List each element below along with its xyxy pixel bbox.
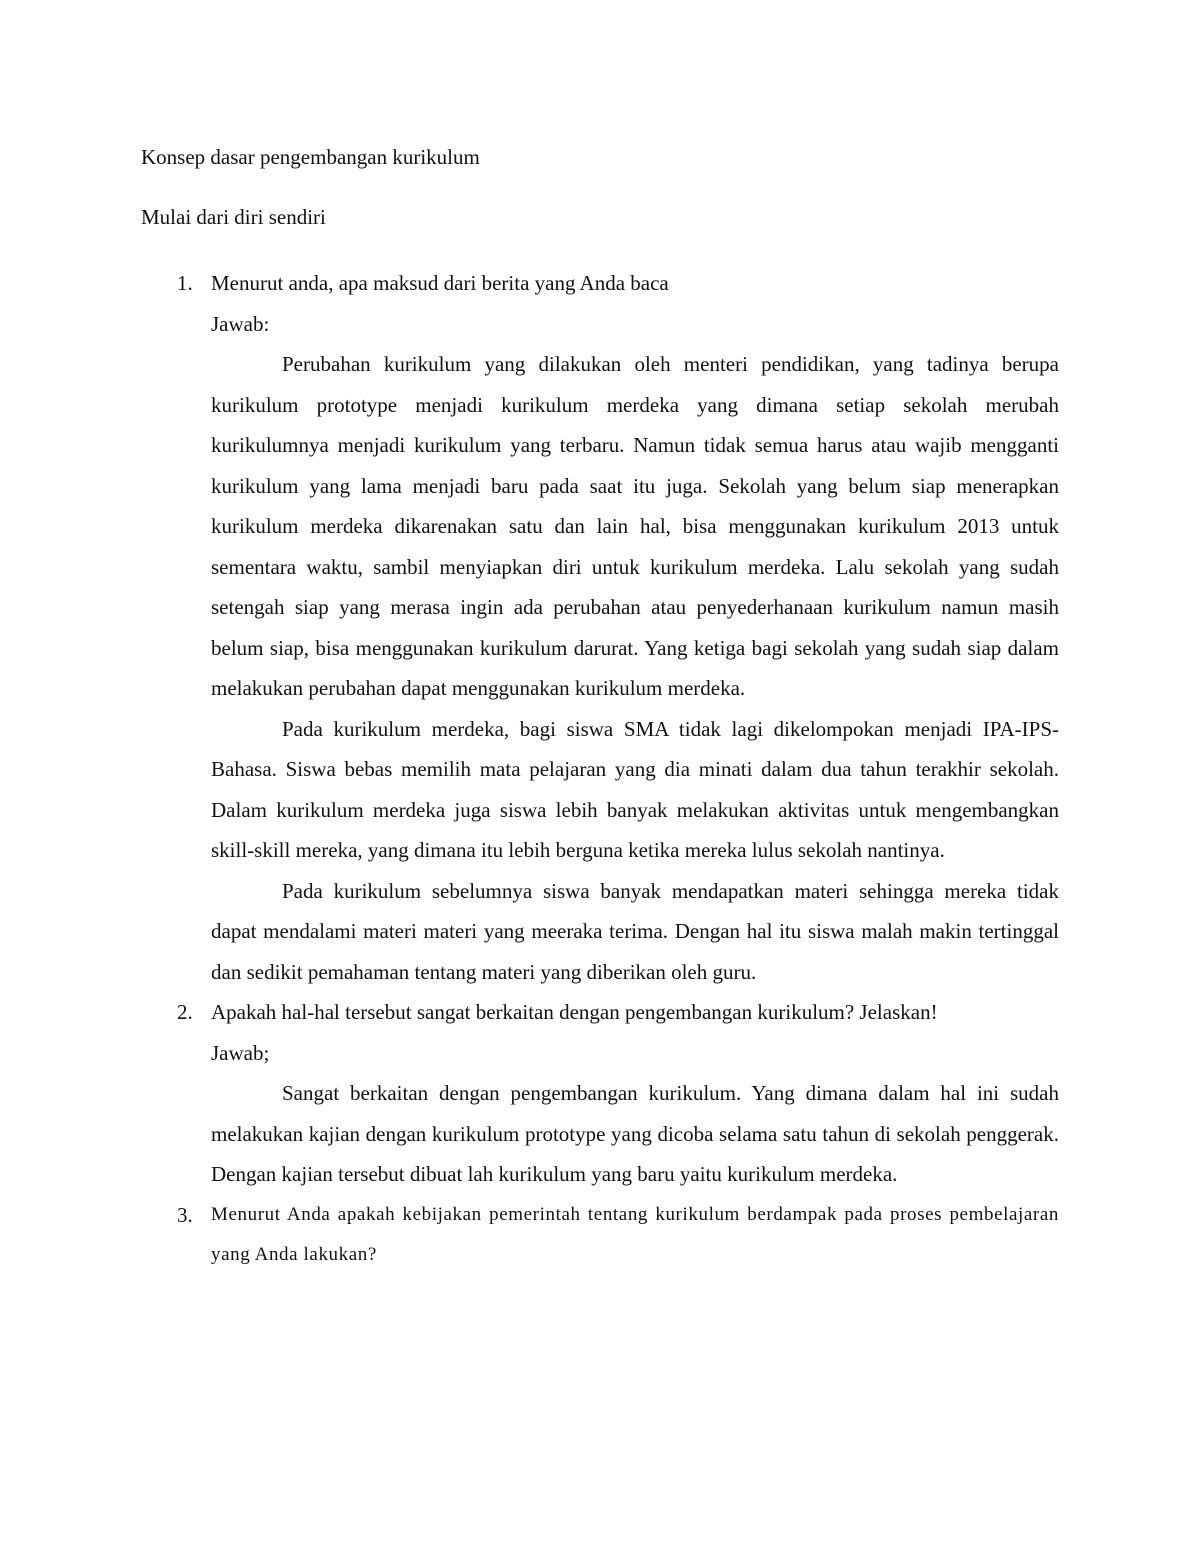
list-item <box>141 992 1059 1195</box>
item-number: 2. <box>177 1000 193 1024</box>
question-text: Menurut anda, apa maksud dari berita yang Anda baca <box>211 271 669 295</box>
document-title: Konsep dasar pengembangan kurikulum <box>141 145 480 169</box>
answer-label: Jawab: <box>211 311 270 336</box>
item-number: 3. <box>177 1202 193 1227</box>
answer-paragraph: Pada kurikulum merdeka, bagi siswa SMA tidak lagi dikelompokan menjadi IPA-IPS-Bahasa. Siswa bebas memilih mata pelajaran yang dia minati dalam dua tahun terakhir sekolah. Dalam kurikulum merdeka juga siswa lebih banyak melakukan aktivitas untuk mengembangkan skill-skill mereka, yang dimana itu lebih berguna ketika mereka lulus sekolah nantinya. <box>211 716 1059 862</box>
document-subtitle: Mulai dari diri sendiri <box>141 205 326 229</box>
question-list <box>141 263 1059 1276</box>
answer-paragraph: Perubahan kurikulum yang dilakukan oleh menteri pendidikan, yang tadinya berupa kurikulum prototype menjadi kurikulum merdeka yang dimana setiap sekolah merubah kurikulumnya menjadi kurikulum yang terbaru. Namun tidak semua harus atau wajib mengganti kurikulum yang lama menjadi baru pada saat itu juga. Sekolah yang belum siap menerapkan kurikulum merdeka dikarenakan satu dan lain hal, bisa menggunakan kurikulum 2013 untuk sementara waktu, sambil menyiapkan diri untuk kurikulum merdeka. Lalu sekolah yang sudah setengah siap yang merasa ingin ada perubahan atau penyederhanaan kurikulum namun masih belum siap, bisa menggunakan kurikulum darurat. Yang ketiga bagi sekolah yang sudah siap dalam melakukan perubahan dapat menggunakan kurikulum merdeka. <box>211 352 1059 700</box>
answer-paragraph: Sangat berkaitan dengan pengembangan kurikulum. Yang dimana dalam hal ini sudah melakukan kajian dengan kurikulum prototype yang dicoba selama satu tahun di sekolah penggerak. Dengan kajian tersebut dibuat lah kurikulum yang baru yaitu kurikulum merdeka. <box>211 1081 1059 1186</box>
answer-paragraph: Pada kurikulum sebelumnya siswa banyak mendapatkan materi sehingga mereka tidak dapat mendalami materi materi yang meeraka terima. Dengan hal itu siswa malah makin tertinggal dan sedikit pemahaman tentang materi yang diberikan oleh guru. <box>211 878 1059 984</box>
question-text: Menurut Anda apakah kebijakan pemerintah tentang kurikulum berdampak pada proses pembelajaran yang Anda lakukan? <box>211 1203 1059 1265</box>
question-text: Apakah hal-hal tersebut sangat berkaitan dengan pengembangan kurikulum? Jelaskan! <box>211 1000 938 1024</box>
answer-label: Jawab; <box>211 1040 270 1065</box>
list-item <box>141 1195 1059 1276</box>
item-number: 1. <box>177 271 193 295</box>
list-item <box>141 263 1059 992</box>
